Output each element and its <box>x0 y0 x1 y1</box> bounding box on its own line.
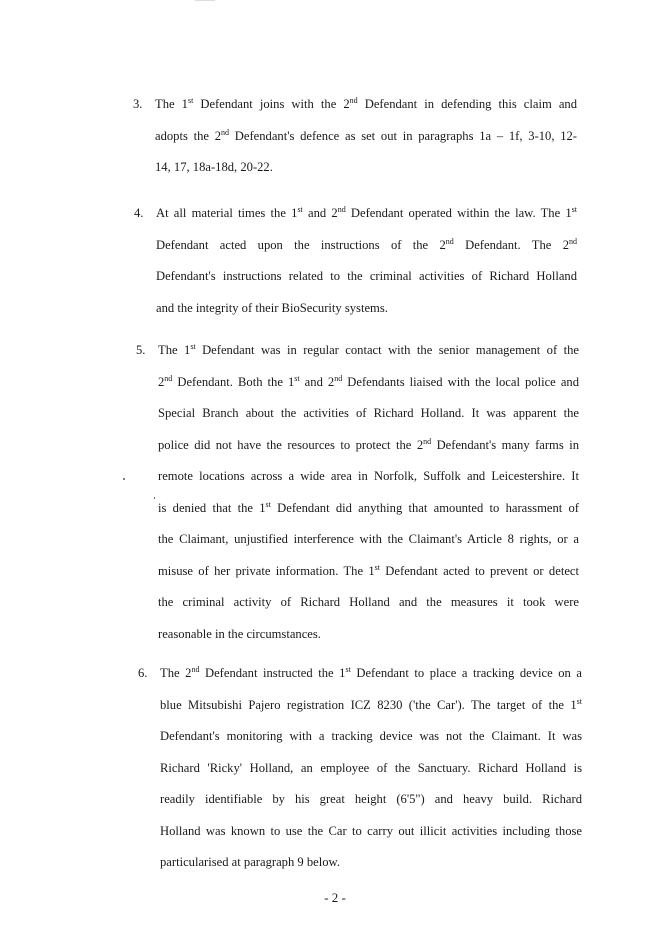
paragraph-line <box>155 89 577 121</box>
text-run: Special Branch about the activities of Richard Holland. It was apparent the <box>158 406 579 420</box>
text-run: and 2 <box>299 374 335 389</box>
ordinal-superscript: nd <box>337 205 346 214</box>
ordinal-superscript: st <box>265 499 271 509</box>
ordinal-superscript: nd <box>569 236 577 246</box>
paragraph-line <box>158 335 579 367</box>
scan-speck <box>154 497 155 499</box>
text-run: the criminal activity of Richard Holland and the measures it took were <box>158 595 579 609</box>
paragraph-3 <box>133 89 578 184</box>
paragraph-line <box>160 784 582 816</box>
paragraph-line <box>155 152 577 184</box>
paragraph-6 <box>138 658 582 879</box>
text-run: misuse of her private information. The 1 <box>158 563 375 578</box>
paragraph-line <box>160 847 582 879</box>
text-run: Defendants liaised with the local police and <box>342 374 580 389</box>
paragraph-line <box>158 493 579 525</box>
text-run: Defendant joins with the 2 <box>193 97 350 111</box>
text-run: Defendant. The 2 <box>453 237 569 252</box>
text-run: Defendant's defence as set out in paragraphs 1a – 1f, 3-10, 12- <box>229 128 577 143</box>
paragraph-number: 3. <box>133 97 143 111</box>
paragraph-line <box>160 658 582 690</box>
text-run: and 2 <box>302 206 338 220</box>
paragraph-number: 5. <box>136 343 146 357</box>
text-run: and the integrity of their BioSecurity systems. <box>156 300 388 315</box>
text-run: Defendant acted upon the instructions of the 2 <box>156 237 446 252</box>
paragraph-line <box>158 556 579 588</box>
ordinal-superscript: nd <box>349 96 358 105</box>
page-number: - 2 - <box>324 890 346 905</box>
paragraph-line <box>156 198 577 230</box>
text-run: particularised at paragraph 9 below. <box>160 855 340 869</box>
text-run: Defendant's monitoring with a tracking device was not the Claimant. It was <box>160 729 582 743</box>
ordinal-superscript: nd <box>445 236 454 246</box>
text-run: Defendant instructed the 1 <box>199 666 346 680</box>
paragraph-line <box>155 121 577 153</box>
ordinal-superscript: st <box>576 696 582 706</box>
paragraph-line <box>158 367 579 399</box>
text-run: readily identifiable by his great height (6'5") and heavy build. Richard <box>160 792 582 806</box>
ordinal-superscript: st <box>190 342 196 351</box>
paragraph-line <box>158 587 579 619</box>
text-run: The 2 <box>160 666 192 680</box>
ordinal-superscript: st <box>187 96 194 105</box>
text-run: reasonable in the circumstances. <box>158 626 321 641</box>
ordinal-superscript: nd <box>191 665 200 674</box>
ordinal-superscript: st <box>297 205 303 214</box>
text-run: Defendant. Both the 1 <box>172 374 295 389</box>
paragraph-line <box>160 816 582 848</box>
text-run: adopts the 2 <box>155 128 222 143</box>
paragraph-line <box>156 230 577 262</box>
ordinal-superscript: nd <box>423 436 432 446</box>
ordinal-superscript: st <box>374 562 380 572</box>
paragraph-line <box>156 261 577 293</box>
text-run: is denied that the 1 <box>158 500 266 515</box>
paragraph-line <box>160 690 582 722</box>
text-run: Defendant was in regular contact with the senior management of the <box>195 343 579 357</box>
text-run: Defendant in defending this claim and <box>357 97 578 111</box>
paragraph-number: 4. <box>134 206 144 220</box>
text-run: police did not have the resources to protect the 2 <box>158 437 424 452</box>
text-run: Holland was known to use the Car to carry out illicit activities including those <box>160 823 582 838</box>
scan-mark <box>195 0 215 1</box>
paragraph-line <box>160 753 582 785</box>
paragraph-line <box>158 398 579 430</box>
text-run: 14, 17, 18a-18d, 20-22. <box>155 160 273 174</box>
text-run: 2 <box>158 374 165 389</box>
paragraph-line <box>156 293 577 325</box>
text-run: Defendant to place a tracking device on a <box>350 666 582 680</box>
text-run: Defendant's many farms in <box>431 437 579 452</box>
text-run: blue Mitsubishi Pajero registration ICZ 8230 ('the Car'). The target of the 1 <box>160 697 577 712</box>
paragraph-4 <box>134 198 578 324</box>
ordinal-superscript: nd <box>164 373 173 383</box>
ordinal-superscript: nd <box>221 127 230 137</box>
paragraph-line <box>158 430 579 462</box>
paragraph-number: 6. <box>138 666 148 680</box>
ordinal-superscript: st <box>294 373 300 383</box>
text-run: the Claimant, unjustified interference with the Claimant's Article 8 rights, or a <box>158 532 579 546</box>
ordinal-superscript: st <box>571 205 578 214</box>
text-run: Defendant operated within the law. The 1 <box>345 206 572 220</box>
text-run: Defendant acted to prevent or detect <box>380 563 579 578</box>
ordinal-superscript: nd <box>334 373 343 383</box>
paragraph-5 <box>136 335 580 650</box>
paragraph-line <box>158 524 579 556</box>
text-run: remote locations across a wide area in Norfolk, Suffolk and Leicestershire. It <box>158 469 579 483</box>
text-run: Richard 'Ricky' Holland, an employee of the Sanctuary. Richard Holland is <box>160 760 582 775</box>
ordinal-superscript: st <box>345 665 351 674</box>
text-run: At all material times the 1 <box>156 206 298 220</box>
text-run: Defendant did anything that amounted to harassment of <box>270 500 579 515</box>
paragraph-line <box>158 619 579 651</box>
text-run: Defendant's instructions related to the criminal activities of Richard Holland <box>156 269 577 283</box>
text-run: The 1 <box>155 97 188 111</box>
paragraph-line <box>160 721 582 753</box>
scan-speck <box>123 478 125 480</box>
text-run: The 1 <box>158 343 191 357</box>
paragraph-line <box>158 461 579 493</box>
